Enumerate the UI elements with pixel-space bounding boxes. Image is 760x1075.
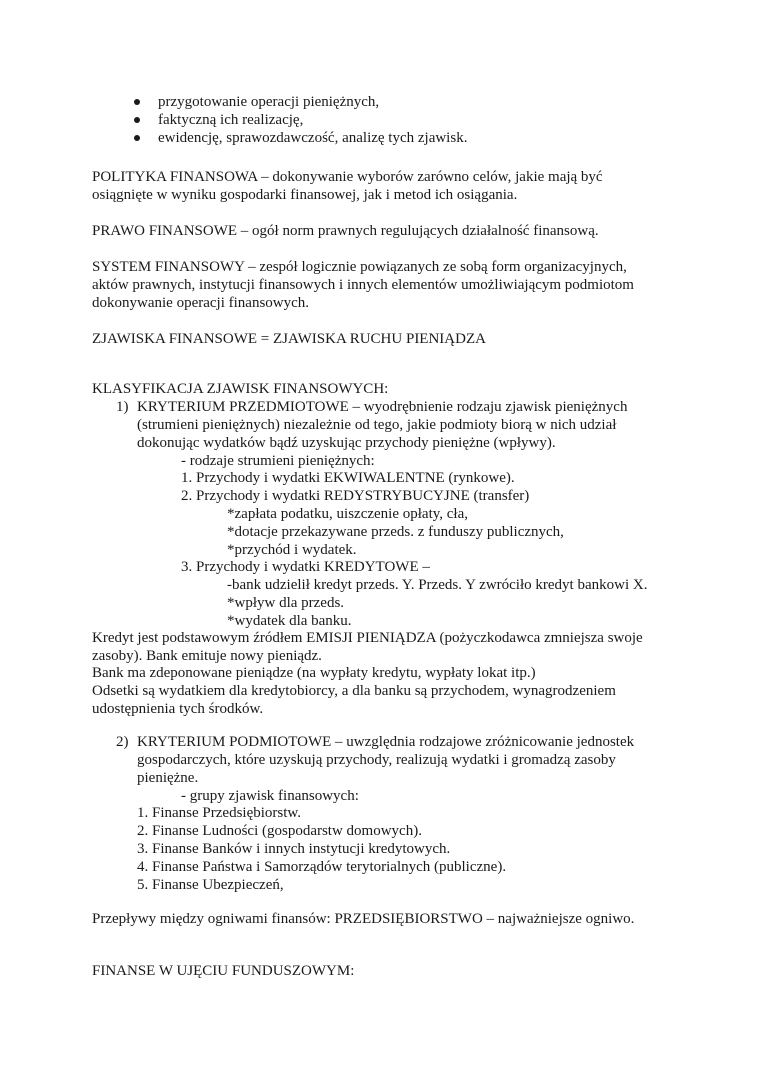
list-number: 2): [116, 734, 129, 750]
kredyt-line: Odsetki są wydatkiem dla kredytobiorcy, a dla banku są przychodem, wynagrodzeniem: [92, 683, 616, 699]
k1-item2-sub: *dotacje przekazywane przeds. z funduszy publicznych,: [227, 524, 564, 540]
k1-item2-sub: *przychód i wydatek.: [227, 542, 357, 558]
bullet-dot: [134, 99, 140, 105]
k2-item: 3. Finanse Banków i innych instytucji kredytowych.: [137, 841, 451, 857]
kredyt-line: Bank ma zdeponowane pieniądze (na wypłaty kredytu, wypłaty lokat itp.): [92, 665, 536, 681]
klasyfikacja-heading: KLASYFIKACJA ZJAWISK FINANSOWYCH:: [92, 381, 389, 397]
zjawiska-definition: ZJAWISKA FINANSOWE = ZJAWISKA RUCHU PIENIĄDZA: [92, 331, 486, 347]
k2-sub-heading: - grupy zjawisk finansowych:: [181, 788, 359, 804]
k1-item3-sub: *wydatek dla banku.: [227, 613, 352, 629]
prawo-definition: PRAWO FINANSOWE – ogół norm prawnych regulujących działalność finansową.: [92, 223, 599, 239]
polityka-line: POLITYKA FINANSOWA – dokonywanie wyborów zarówno celów, jakie mają być: [92, 169, 603, 185]
k1-sub-heading: - rodzaje strumieni pieniężnych:: [181, 453, 375, 469]
k2-item: 4. Finanse Państwa i Samorządów terytorialnych (publiczne).: [137, 859, 507, 875]
kredyt-line: Kredyt jest podstawowym źródłem EMISJI PIENIĄDZA (pożyczkodawca zmniejsza swoje: [92, 630, 643, 646]
k1-item: 1. Przychody i wydatki EKWIWALENTNE (rynkowe).: [181, 470, 515, 486]
k2-item: 2. Finanse Ludności (gospodarstw domowych).: [137, 823, 422, 839]
k2-line: KRYTERIUM PODMIOTOWE – uwzględnia rodzajowe zróżnicowanie jednostek: [137, 734, 635, 750]
finanse-heading: FINANSE W UJĘCIU FUNDUSZOWYM:: [92, 963, 355, 979]
k2-line: gospodarczych, które uzyskują przychody, realizują wydatki i gromadzą zasoby: [137, 752, 616, 768]
system-line: aktów prawnych, instytucji finansowych i innych elementów umożliwiającym podmiotom: [92, 277, 634, 293]
bullet-item: faktyczną ich realizację,: [158, 112, 304, 128]
bullet-dot: [134, 135, 140, 141]
k1-item3-sub: -bank udzielił kredyt przeds. Y. Przeds. Y zwróciło kredyt bankowi X.: [227, 577, 648, 593]
bullet-dot: [134, 117, 140, 123]
k2-line: pieniężne.: [137, 770, 199, 786]
przeplywy-line: Przepływy między ogniwami finansów: PRZEDSIĘBIORSTWO – najważniejsze ogniwo.: [92, 911, 635, 927]
k1-item: 2. Przychody i wydatki REDYSTRYBUCYJNE (transfer): [181, 488, 530, 504]
k2-item: 1. Finanse Przedsiębiorstw.: [137, 805, 302, 821]
bullet-item: ewidencję, sprawozdawczość, analizę tych zjawisk.: [158, 130, 468, 146]
k1-item: 3. Przychody i wydatki KREDYTOWE –: [181, 559, 430, 575]
k1-line: (strumieni pieniężnych) niezależnie od tego, jakie podmioty biorą w nich udział: [137, 417, 617, 433]
kredyt-line: zasoby). Bank emituje nowy pieniądz.: [92, 648, 322, 664]
k1-line: dokonując wydatków bądź uzyskując przychody pieniężne (wpływy).: [137, 435, 556, 451]
polityka-line: osiągnięte w wyniku gospodarki finansowej, jak i metod ich osiągania.: [92, 187, 518, 203]
k2-item: 5. Finanse Ubezpieczeń,: [137, 877, 284, 893]
k1-line: KRYTERIUM PRZEDMIOTOWE – wyodrębnienie rodzaju zjawisk pieniężnych: [137, 399, 628, 415]
kredyt-line: udostępnienia tych środków.: [92, 701, 264, 717]
k1-item2-sub: *zapłata podatku, uiszczenie opłaty, cła,: [227, 506, 469, 522]
system-line: SYSTEM FINANSOWY – zespół logicznie powiązanych ze sobą form organizacyjnych,: [92, 259, 627, 275]
list-number: 1): [116, 399, 129, 415]
bullet-item: przygotowanie operacji pieniężnych,: [158, 94, 380, 110]
k1-item3-sub: *wpływ dla przeds.: [227, 595, 345, 611]
system-line: dokonywanie operacji finansowych.: [92, 295, 310, 311]
